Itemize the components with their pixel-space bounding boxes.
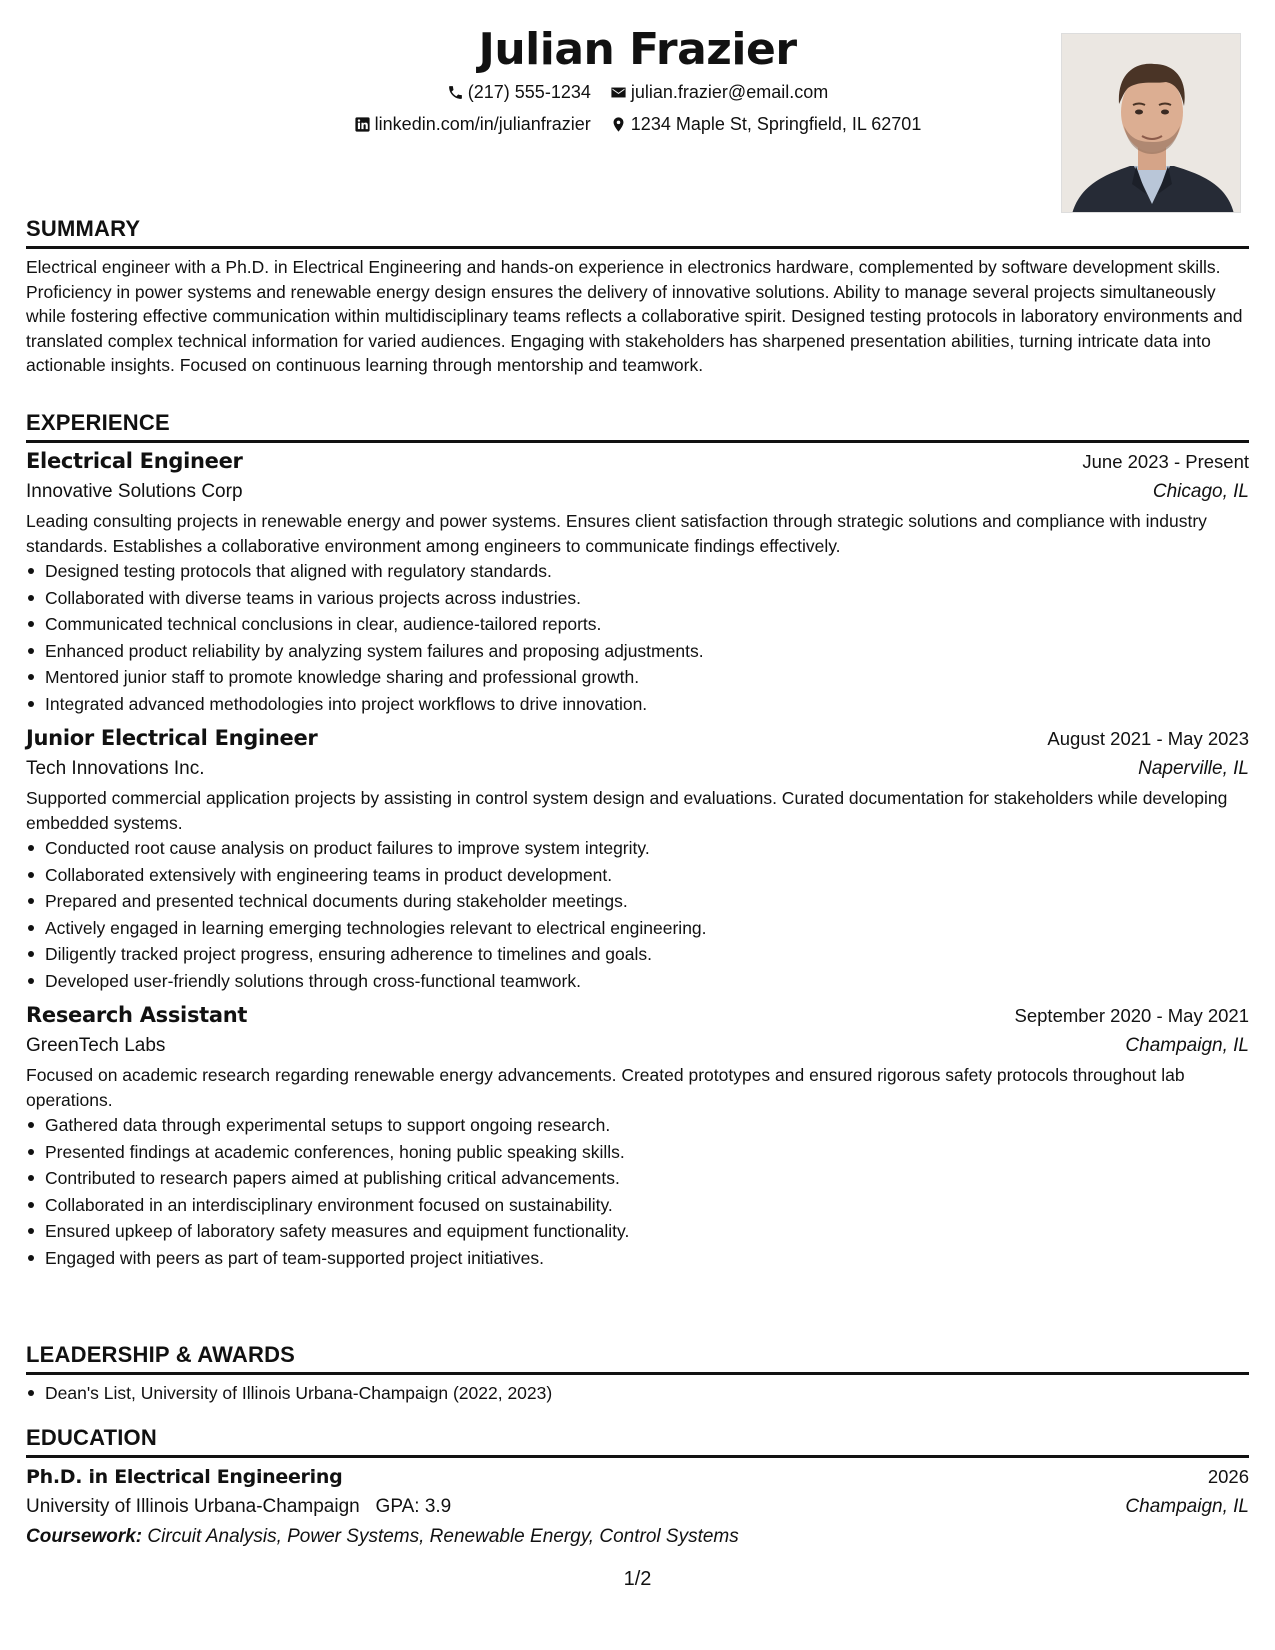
job-description: Supported commercial application projects by assisting in control system design and evaluations. Curated documentation for stakeholders while developing embedded systems. — [26, 788, 1228, 833]
linkedin-icon — [354, 116, 371, 133]
phone-icon — [447, 84, 464, 101]
summary-section — [26, 215, 1249, 378]
list-item: Collaborated in an interdisciplinary environment focused on sustainability. — [45, 1192, 1249, 1219]
coursework-line — [26, 1522, 1249, 1552]
coursework-text: Circuit Analysis, Power Systems, Renewable Energy, Control Systems — [147, 1526, 739, 1547]
job-dates: September 2020 - May 2021 — [1014, 1005, 1249, 1026]
job-company: GreenTech Labs — [26, 1035, 166, 1056]
list-item: Prepared and presented technical documents during stakeholder meetings. — [45, 888, 1249, 915]
map-pin-icon — [610, 116, 627, 133]
address-item — [610, 112, 922, 136]
list-item: Contributed to research papers aimed at publishing critical advancements. — [45, 1165, 1249, 1192]
list-item: Collaborated extensively with engineering teams in product development. — [45, 862, 1249, 889]
list-item: Designed testing protocols that aligned with regulatory standards. — [45, 558, 1249, 585]
list-item: Conducted root cause analysis on product failures to improve system integrity. — [45, 835, 1249, 862]
list-item: Actively engaged in learning emerging technologies relevant to electrical engineering. — [45, 915, 1249, 942]
list-item: Developed user-friendly solutions through cross-functional teamwork. — [45, 968, 1249, 995]
linkedin-item[interactable] — [354, 112, 591, 136]
job-bullets — [26, 558, 1249, 717]
linkedin-text: linkedin.com/in/julianfrazier — [374, 114, 591, 134]
job-bullets — [26, 1112, 1249, 1271]
job-title: Junior Electrical Engineer — [26, 726, 318, 750]
phone-text: (217) 555-1234 — [467, 82, 591, 102]
job-dates: June 2023 - Present — [1082, 451, 1249, 472]
list-item: Engaged with peers as part of team-supported project initiatives. — [45, 1245, 1249, 1272]
coursework-label: Coursework: — [26, 1526, 143, 1547]
list-item: Diligently tracked project progress, ensuring adherence to timelines and goals. — [45, 941, 1249, 968]
list-item: Presented findings at academic conferences, honing public speaking skills. — [45, 1139, 1249, 1166]
awards-list — [26, 1380, 1249, 1407]
job-description: Leading consulting projects in renewable energy and power systems. Ensures client satisfaction through strategic solutions and compliance with industry standards. Establishes a collaborative environment among engineers to communicate findings effectively. — [26, 511, 1207, 556]
job-bullets — [26, 835, 1249, 994]
page-number: 1/2 — [623, 1568, 652, 1590]
job-company: Tech Innovations Inc. — [26, 758, 205, 779]
job-entry — [26, 723, 1249, 994]
job-title: Research Assistant — [26, 1003, 248, 1027]
school-name: University of Illinois Urbana-Champaign — [26, 1496, 360, 1517]
list-item: Ensured upkeep of laboratory safety measures and equipment functionality. — [45, 1218, 1249, 1245]
resume-header — [26, 0, 1249, 225]
experience-section — [26, 409, 1249, 1271]
profile-photo — [1061, 33, 1241, 213]
awards-heading: LEADERSHIP & AWARDS — [26, 1341, 1249, 1375]
candidate-name: Julian Frazier — [478, 24, 797, 75]
email-item[interactable] — [610, 80, 828, 104]
list-item: Mentored junior staff to promote knowledge sharing and professional growth. — [45, 664, 1249, 691]
list-item: Integrated advanced methodologies into project workflows to drive innovation. — [45, 691, 1249, 718]
education-section — [26, 1424, 1249, 1552]
education-heading: EDUCATION — [26, 1424, 1249, 1458]
job-title: Electrical Engineer — [26, 449, 243, 473]
degree-title: Ph.D. in Electrical Engineering — [26, 1466, 343, 1488]
job-location: Chicago, IL — [1152, 481, 1249, 502]
gpa-text: GPA: 3.9 — [375, 1496, 452, 1517]
summary-text: Electrical engineer with a Ph.D. in Electrical Engineering and hands-on experience in electronics hardware, complemented by software development skills. Proficiency in power systems and renewable energy design ensures the delivery of innovative solutions. Ability to manage several projects simultaneously while fostering effective communication within multidisciplinary teams reflects a collaborative spirit. Designed testing protocols in laboratory environments and translated complex technical information for varied audiences. Engaging with stakeholders has sharpened presentation abilities, turning intricate data into actionable insights. Focused on continuous learning through mentorship and teamwork. — [26, 257, 1243, 375]
job-entry — [26, 1000, 1249, 1271]
awards-section — [26, 1341, 1249, 1407]
job-company: Innovative Solutions Corp — [26, 481, 243, 502]
resume-page — [26, 0, 1249, 1547]
job-location: Naperville, IL — [1138, 758, 1249, 779]
list-item: Enhanced product reliability by analyzing system failures and proposing adjustments. — [45, 638, 1249, 665]
school-line — [26, 1492, 451, 1522]
envelope-icon — [610, 84, 627, 101]
list-item: Collaborated with diverse teams in various projects across industries. — [45, 585, 1249, 612]
list-item: Communicated technical conclusions in clear, audience-tailored reports. — [45, 611, 1249, 638]
job-entry — [26, 446, 1249, 717]
job-dates: August 2021 - May 2023 — [1047, 728, 1249, 749]
experience-heading: EXPERIENCE — [26, 409, 1249, 443]
list-item: Gathered data through experimental setups to support ongoing research. — [45, 1112, 1249, 1139]
list-item: Dean's List, University of Illinois Urbana-Champaign (2022, 2023) — [45, 1380, 1249, 1407]
job-description: Focused on academic research regarding renewable energy advancements. Created prototypes and ensured rigorous safety protocols throughout lab operations. — [26, 1065, 1185, 1110]
address-text: 1234 Maple St, Springfield, IL 62701 — [630, 114, 922, 134]
email-text: julian.frazier@email.com — [630, 82, 829, 102]
job-location: Champaign, IL — [1125, 1035, 1249, 1056]
school-location: Champaign, IL — [1125, 1496, 1249, 1517]
graduation-year: 2026 — [1207, 1466, 1249, 1487]
summary-heading: SUMMARY — [26, 215, 1249, 249]
phone-item — [447, 80, 591, 104]
